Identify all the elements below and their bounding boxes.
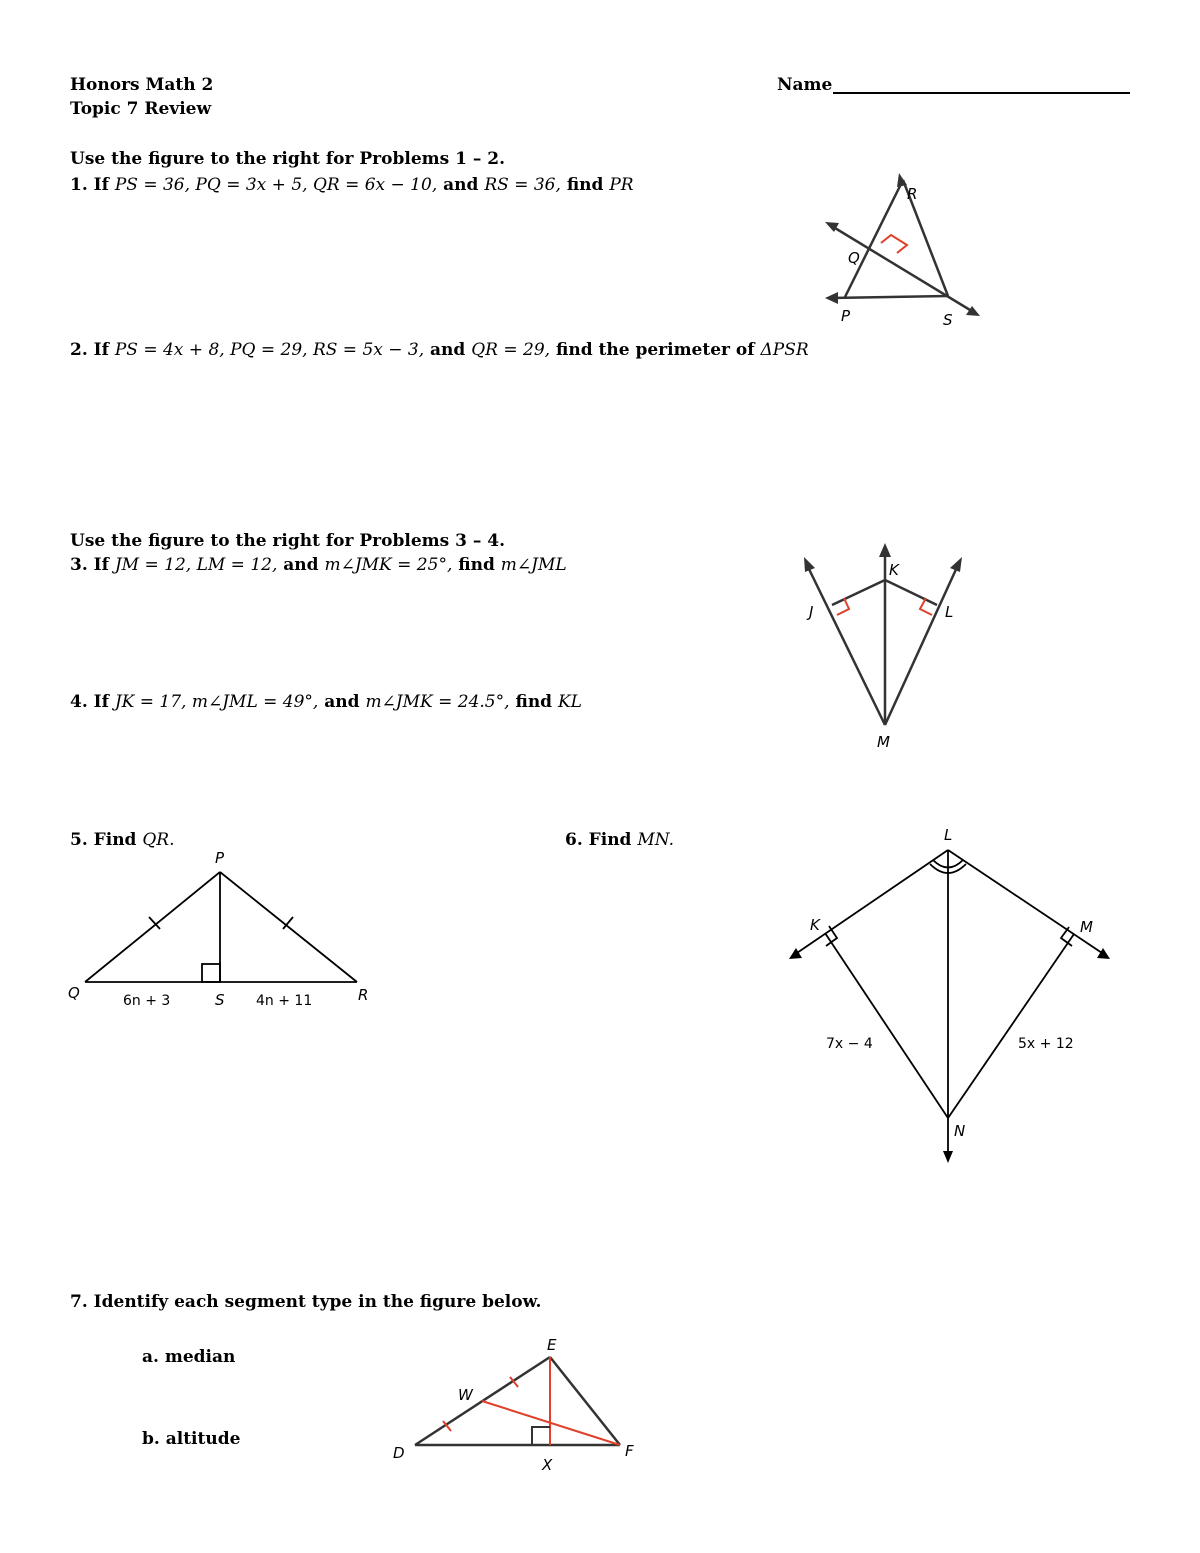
label-q: Q (68, 984, 80, 1002)
problem-lead: If (93, 692, 109, 712)
figure-klmn (780, 820, 1120, 1170)
problem-target: PR (609, 175, 634, 195)
problem-and: and (324, 692, 360, 712)
problem-and: and (443, 175, 479, 195)
segment-kl (885, 580, 937, 605)
segment-qp (85, 872, 220, 982)
arrow-k (789, 948, 802, 959)
label-k: K (889, 561, 899, 579)
label-n: N (954, 1122, 966, 1140)
label-r: R (358, 986, 369, 1004)
arrow-r (897, 173, 907, 187)
problem-lead: If (93, 340, 109, 360)
label-l: L (944, 826, 953, 844)
problem-and: and (430, 340, 466, 360)
arrow-m (1097, 948, 1110, 959)
arrow-l (950, 557, 962, 572)
label-m: M (1080, 918, 1093, 936)
figure-pqrs (60, 845, 390, 1015)
problem-find: Find (588, 830, 632, 850)
problem-target: QR. (142, 830, 175, 850)
problem-find: find the perimeter of (555, 340, 755, 360)
expr-kn: 7x − 4 (826, 1036, 873, 1052)
label-m: M (877, 733, 890, 751)
topic-title: Topic 7 Review (70, 99, 212, 119)
ray-lm (948, 850, 1105, 955)
name-label: Name (777, 75, 833, 95)
problem-number: 5. (70, 830, 88, 850)
problem-find: find (458, 555, 495, 575)
section2-instruction: Use the figure to the right for Problems 3 – 4. (70, 531, 506, 551)
ray-lk (794, 850, 948, 955)
item-text: median (164, 1347, 236, 1367)
label-r: R (907, 185, 918, 203)
problem-find: Find (93, 830, 137, 850)
problem-expression: JK = 17, m∠JML = 49°, (114, 692, 319, 712)
label-s: S (215, 991, 225, 1009)
problem-prompt: Identify each segment type in the figure below. (93, 1292, 542, 1312)
problem-target: m∠JML (500, 555, 567, 575)
right-angle-mark (881, 235, 907, 253)
ray-ml (885, 565, 958, 725)
arrow-j (804, 557, 815, 572)
problem-lead: If (93, 175, 109, 195)
item-b (142, 1428, 240, 1450)
problem-number: 7. (70, 1292, 88, 1312)
label-k: K (810, 916, 820, 934)
figure-dewxf (385, 1330, 645, 1480)
expr-mn: 5x + 12 (1018, 1036, 1074, 1052)
problem-find: find (515, 692, 553, 712)
label-s: S (943, 311, 953, 329)
problem-number: 6. (565, 830, 583, 850)
expr-qs: 6n + 3 (123, 993, 171, 1009)
problem-expression: JM = 12, LM = 12, (114, 555, 278, 575)
problem-expression-2: QR = 29, (471, 340, 551, 360)
course-title: Honors Math 2 (70, 75, 214, 95)
label-l: L (945, 603, 954, 621)
right-angle-mark-m (1061, 927, 1072, 946)
problem-number: 2. (70, 340, 88, 360)
expr-sr: 4n + 11 (256, 993, 313, 1009)
section1-instruction: Use the figure to the right for Problems 1 – 2. (70, 149, 506, 169)
right-angle-mark (532, 1427, 550, 1445)
figure-jklm (795, 535, 975, 755)
item-a (142, 1346, 235, 1368)
problem-6 (565, 829, 674, 851)
item-letter: b. (142, 1429, 160, 1449)
segment-jk (832, 580, 885, 605)
item-text: altitude (165, 1429, 241, 1449)
problem-4 (70, 691, 582, 713)
item-letter: a. (142, 1347, 159, 1367)
arrow-k (879, 543, 891, 557)
name-field-line[interactable] (833, 92, 1130, 94)
segment-qs (830, 225, 975, 313)
problem-expression-2: m∠JMK = 24.5°, (365, 692, 510, 712)
problem-expression: PS = 36, PQ = 3x + 5, QR = 6x − 10, (114, 175, 438, 195)
problem-target: ΔPSR (760, 340, 809, 360)
problem-number: 3. (70, 555, 88, 575)
problem-find: find (566, 175, 604, 195)
problem-expression: PS = 4x + 8, PQ = 29, RS = 5x − 3, (114, 340, 425, 360)
problem-2 (70, 339, 809, 361)
figure-psrq (815, 165, 985, 330)
problem-number: 1. (70, 175, 88, 195)
problem-number: 4. (70, 692, 88, 712)
right-angle-mark (202, 964, 220, 982)
problem-expression-2: m∠JMK = 25°, (324, 555, 453, 575)
problem-1 (70, 174, 634, 196)
label-e: E (547, 1336, 557, 1354)
segment-mn (948, 934, 1074, 1118)
label-q: Q (848, 249, 860, 267)
problem-target: KL (557, 692, 582, 712)
label-p: P (215, 849, 225, 867)
segment-pr (220, 872, 357, 982)
segment-ef (550, 1357, 620, 1445)
problem-7 (70, 1291, 541, 1313)
label-p: P (841, 307, 851, 325)
label-j: J (809, 603, 814, 621)
problem-expression-2: RS = 36, (484, 175, 561, 195)
segment-kn (825, 933, 948, 1118)
arrow-n (943, 1151, 953, 1163)
label-x: X (542, 1456, 553, 1474)
problem-lead: If (93, 555, 109, 575)
arrow-p (825, 292, 838, 304)
segment-ps (830, 296, 948, 298)
label-w: W (458, 1386, 473, 1404)
problem-and: and (283, 555, 319, 575)
label-f: F (625, 1442, 634, 1460)
problem-3 (70, 554, 567, 576)
label-d: D (393, 1444, 405, 1462)
problem-target: MN. (637, 830, 674, 850)
ray-mj (807, 565, 885, 725)
